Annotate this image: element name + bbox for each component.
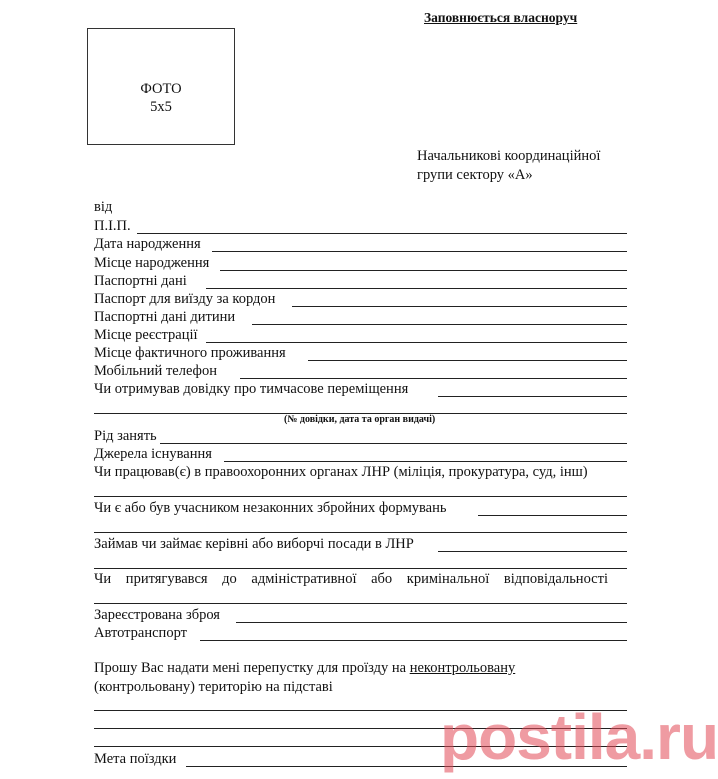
request-line-2: (контрольовану) територію на підставі	[94, 679, 333, 695]
passport-line[interactable]	[206, 288, 627, 289]
photo-size: 5x5	[150, 99, 172, 115]
pib-label: П.І.П.	[94, 218, 131, 234]
law-enforcement-label: Чи працював(є) в правоохоронних органах ЛНР (міліція, прокуратура, суд, інш)	[94, 464, 588, 480]
cert-details-note: (№ довідки, дата та орган видачі)	[284, 414, 436, 425]
request-underlined: неконтрольовану	[409, 660, 516, 676]
occupation-line[interactable]	[160, 443, 627, 444]
displacement-cert-label: Чи отримував довідку про тимчасове переміщення	[94, 381, 409, 397]
passport-label: Паспортні дані	[94, 273, 187, 289]
armed-groups-line[interactable]	[478, 515, 627, 516]
registration-line[interactable]	[206, 342, 627, 343]
travel-passport-label: Паспорт для виїзду за кордон	[94, 291, 276, 307]
from-label: від	[94, 199, 113, 215]
income-label: Джерела існування	[94, 446, 212, 462]
residence-label: Місце фактичного проживання	[94, 345, 286, 361]
recipient-line-2: групи сектору «А»	[417, 167, 533, 183]
recipient-block	[417, 147, 600, 185]
positions-line-2[interactable]	[94, 568, 627, 569]
income-line[interactable]	[224, 461, 627, 462]
armed-groups-label: Чи є або був учасником незаконних збройних формувань	[94, 500, 447, 516]
armed-groups-line-2[interactable]	[94, 532, 627, 533]
law-enforcement-line[interactable]	[94, 496, 627, 497]
positions-line[interactable]	[438, 551, 627, 552]
purpose-label: Мета поїздки	[94, 751, 177, 767]
phone-line[interactable]	[240, 378, 627, 379]
fill-by-hand-note: Заповнюється власноруч	[424, 10, 578, 25]
request-text: Прошу Вас надати мені перепустку для проїзду на	[94, 660, 410, 676]
watermark: postila.ru	[440, 701, 718, 773]
birth-place-line[interactable]	[220, 270, 627, 271]
photo-placeholder	[87, 28, 235, 145]
recipient-line-1: Начальникові координаційної	[417, 148, 601, 164]
residence-line[interactable]	[308, 360, 627, 361]
child-passport-line[interactable]	[252, 324, 627, 325]
request-line-1	[94, 660, 515, 677]
child-passport-label: Паспортні дані дитини	[94, 309, 236, 325]
phone-label: Мобільний телефон	[94, 363, 217, 379]
registration-label: Місце реєстрації	[94, 327, 198, 343]
pib-line[interactable]	[137, 233, 627, 234]
travel-passport-line[interactable]	[292, 306, 627, 307]
positions-label: Займав чи займає керівні або виборчі посади в ЛНР	[94, 536, 414, 552]
weapons-line[interactable]	[236, 622, 627, 623]
birth-date-line[interactable]	[212, 251, 627, 252]
birth-date-label: Дата народження	[94, 236, 201, 252]
photo-label: ФОТО	[140, 81, 182, 97]
liability-label: Чи притягувався до адміністративної або кримінальної відповідальності	[94, 571, 608, 587]
liability-line[interactable]	[94, 603, 627, 604]
birth-place-label: Місце народження	[94, 255, 210, 271]
occupation-label: Рід занять	[94, 428, 157, 444]
weapons-label: Зареєстрована зброя	[94, 607, 220, 623]
vehicle-line[interactable]	[200, 640, 627, 641]
displacement-cert-line[interactable]	[438, 396, 627, 397]
vehicle-label: Автотранспорт	[94, 625, 187, 641]
